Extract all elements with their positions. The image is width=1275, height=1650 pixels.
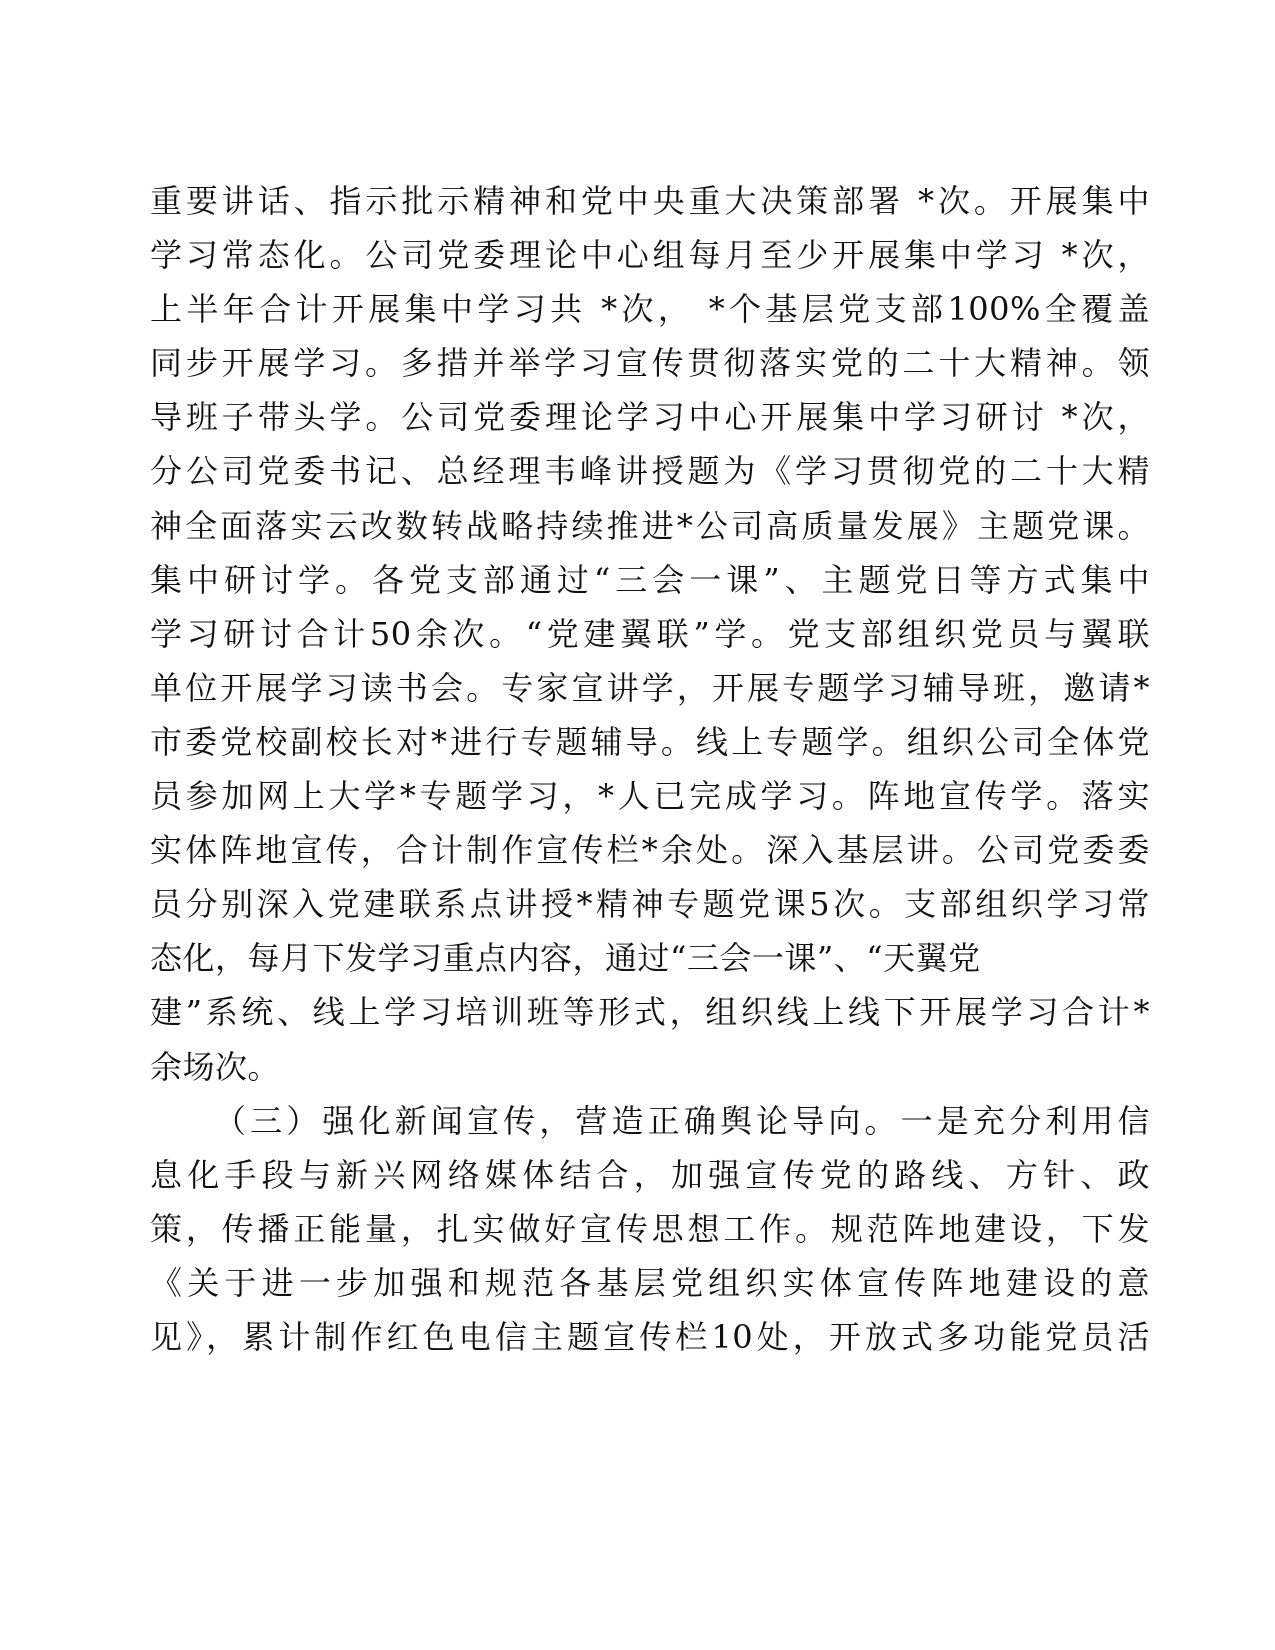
text-line: 实体阵地宣传，合计制作宣传栏*余处。深入基层讲。公司党委委: [150, 831, 1150, 870]
text-line: 策，传播正能量，扎实做好宣传思想工作。规范阵地建设，下发: [150, 1209, 1150, 1248]
text-line: 神全面落实云改数转战略持续推进*公司高质量发展》主题党课。: [150, 506, 1150, 545]
text-line: 导班子带头学。公司党委理论学习中心开展集中学习研讨 *次，: [150, 398, 1150, 437]
text-line: 单位开展学习读书会。专家宣讲学，开展专题学习辅导班，邀请*: [150, 668, 1150, 707]
text-line: 建”系统、线上学习培训班等形式，组织线上线下开展学习合计*: [150, 993, 1150, 1032]
text-line: 同步开展学习。多措并举学习宣传贯彻落实党的二十大精神。领: [150, 344, 1150, 383]
text-line: 息化手段与新兴网络媒体结合，加强宣传党的路线、方针、政: [150, 1155, 1150, 1194]
text-line: 市委党校副校长对*进行专题辅导。线上专题学。组织公司全体党: [150, 722, 1150, 761]
body-text: [150, 174, 1150, 1364]
section-heading-line: （三）强化新闻宣传，营造正确舆论导向。一是充分利用信: [214, 1101, 1150, 1140]
text-line: 余场次。: [150, 1047, 281, 1086]
text-line: 态化，每月下发学习重点内容，通过“三会一课”、“天翼党: [150, 939, 981, 978]
text-line: 员参加网上大学*专题学习，*人已完成学习。阵地宣传学。落实: [150, 777, 1150, 816]
text-line: 见》，累计制作红色电信主题宣传栏10处，开放式多功能党员活: [150, 1317, 1150, 1356]
text-line: 《关于进一步加强和规范各基层党组织实体宣传阵地建设的意: [150, 1263, 1150, 1302]
text-line: 学习研讨合计50余次。“党建翼联”学。党支部组织党员与翼联: [150, 614, 1150, 653]
text-line: 分公司党委书记、总经理韦峰讲授题为《学习贯彻党的二十大精: [150, 452, 1150, 491]
text-line: 集中研讨学。各党支部通过“三会一课”、主题党日等方式集中: [150, 560, 1150, 599]
text-line: 上半年合计开展集中学习共 *次， *个基层党支部100%全覆盖: [150, 290, 1150, 329]
text-line: 学习常态化。公司党委理论中心组每月至少开展集中学习 *次，: [150, 236, 1150, 275]
text-line: 员分别深入党建联系点讲授*精神专题党课5次。支部组织学习常: [150, 885, 1150, 924]
text-line: 重要讲话、指示批示精神和党中央重大决策部署 *次。开展集中: [150, 182, 1150, 220]
